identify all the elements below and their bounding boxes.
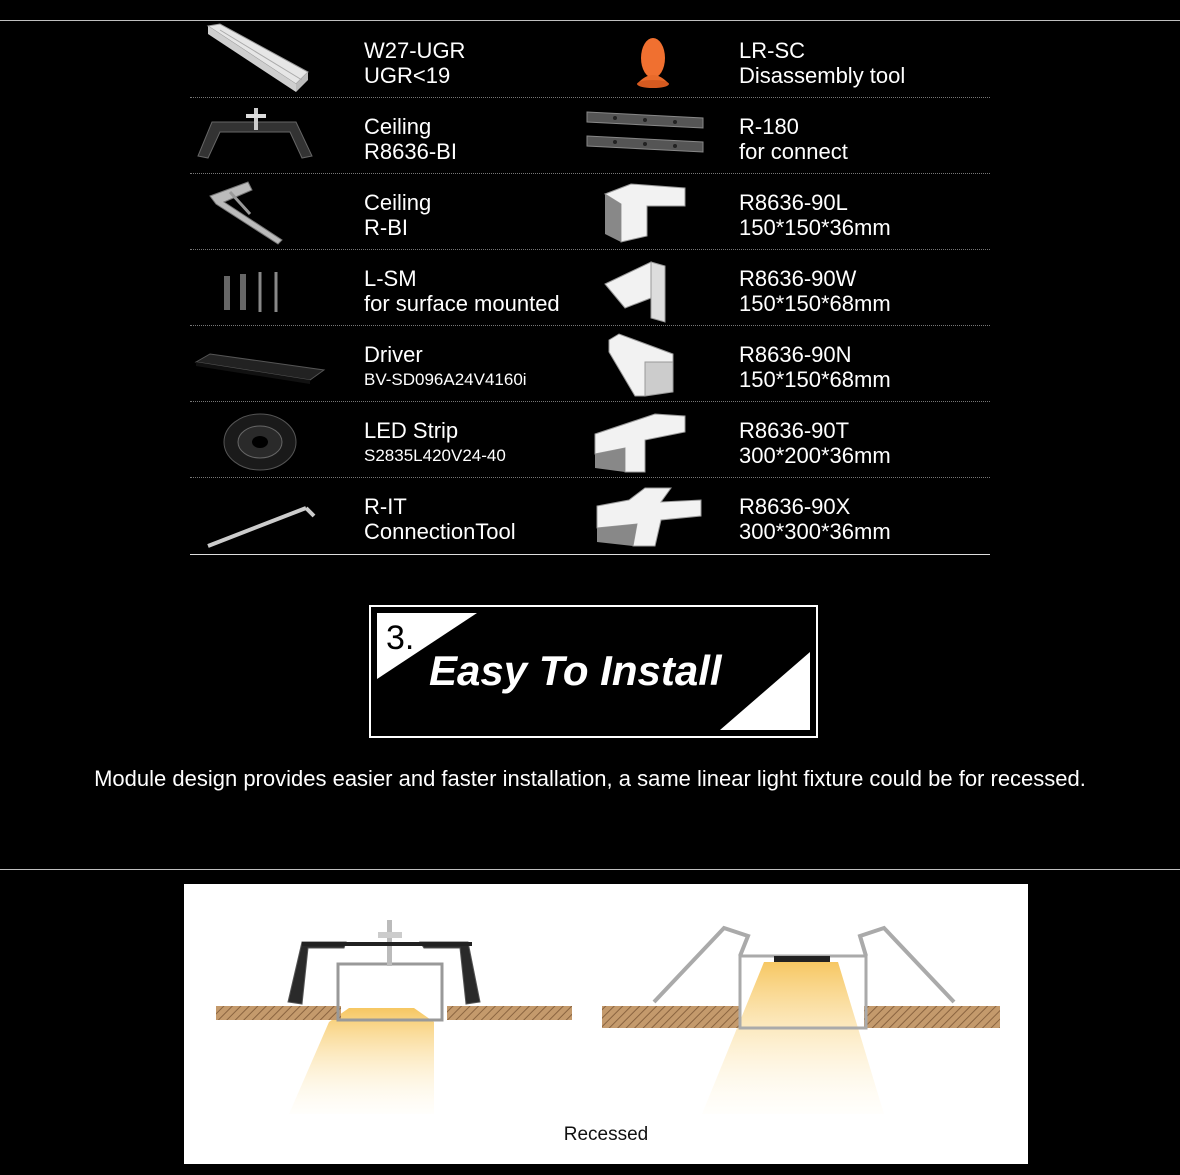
table-row	[190, 22, 990, 98]
accessory-detail: Disassembly tool	[739, 63, 906, 88]
table-row	[190, 174, 990, 250]
accessory-detail: R-BI	[364, 215, 408, 240]
accessory-detail: 300*200*36mm	[739, 443, 891, 468]
accessory-name: R8636-90X	[739, 494, 851, 519]
accessory-detail: BV-SD096A24V4160i	[364, 370, 527, 389]
accessory-detail: for surface mounted	[364, 291, 560, 316]
accessory-name: LED Strip	[364, 418, 459, 443]
accessory-name: R8636-90T	[739, 418, 850, 443]
accessory-detail: 300*300*36mm	[739, 519, 891, 544]
wall-corner-icon	[585, 250, 725, 325]
section-divider	[0, 869, 1180, 870]
accessory-name: Ceiling	[364, 114, 432, 139]
accessory-name: L-SM	[364, 266, 417, 291]
recessed-plaster-install	[602, 928, 1000, 1114]
accessory-name: R-180	[739, 114, 799, 139]
accessory-name: LR-SC	[739, 38, 806, 63]
t-junction-icon	[585, 402, 725, 477]
install-diagram	[184, 884, 1028, 1164]
diagram-caption: Recessed	[563, 1124, 649, 1145]
x-junction-icon	[585, 478, 725, 553]
accessory-name: W27-UGR	[364, 38, 466, 63]
accessory-name: Ceiling	[364, 190, 432, 215]
suction-tool-icon	[585, 22, 725, 97]
accessories-table	[190, 22, 990, 555]
accessory-detail: ConnectionTool	[364, 519, 516, 544]
top-divider	[0, 20, 1180, 21]
accessory-detail: S2835L420V24-40	[364, 446, 506, 465]
accessory-detail: for connect	[739, 139, 848, 164]
table-row	[190, 326, 990, 402]
accessory-detail: 150*150*68mm	[739, 367, 891, 392]
accessory-name: Driver	[364, 342, 423, 367]
accessory-name: R8636-90L	[739, 190, 848, 215]
table-row	[190, 402, 990, 478]
ceiling-corner-icon	[585, 326, 725, 401]
accessory-detail: 150*150*36mm	[739, 215, 891, 240]
l-corner-icon	[585, 174, 725, 249]
accessory-name: R-IT	[364, 494, 407, 519]
table-row	[190, 478, 990, 555]
badge-corner-triangle	[720, 652, 810, 730]
hex-key-icon	[190, 478, 330, 553]
table-row	[190, 250, 990, 326]
section-description: Module design provides easier and faster installation, a same linear light fixture could be for recessed.	[94, 766, 1086, 791]
accessory-name: R8636-90N	[739, 342, 852, 367]
accessory-detail: UGR<19	[364, 63, 451, 88]
section-title: Easy To Install	[429, 647, 722, 694]
table-row	[190, 98, 990, 174]
straight-connector-icon	[585, 98, 725, 173]
section-badge	[369, 605, 818, 738]
ceiling-bracket-icon	[190, 98, 330, 173]
accessory-detail: 150*150*68mm	[739, 291, 891, 316]
screws-icon	[190, 250, 330, 325]
spring-clip-icon	[190, 174, 330, 249]
led-reel-icon	[190, 402, 330, 477]
recessed-bracket-install	[216, 920, 572, 1114]
accessory-detail: R8636-BI	[364, 139, 457, 164]
driver-icon	[190, 326, 330, 401]
accessory-name: R8636-90W	[739, 266, 857, 291]
section-number: 3.	[386, 619, 415, 657]
recessed-installation-illustration	[184, 884, 1028, 1124]
diffuser-cover-icon	[190, 22, 330, 97]
